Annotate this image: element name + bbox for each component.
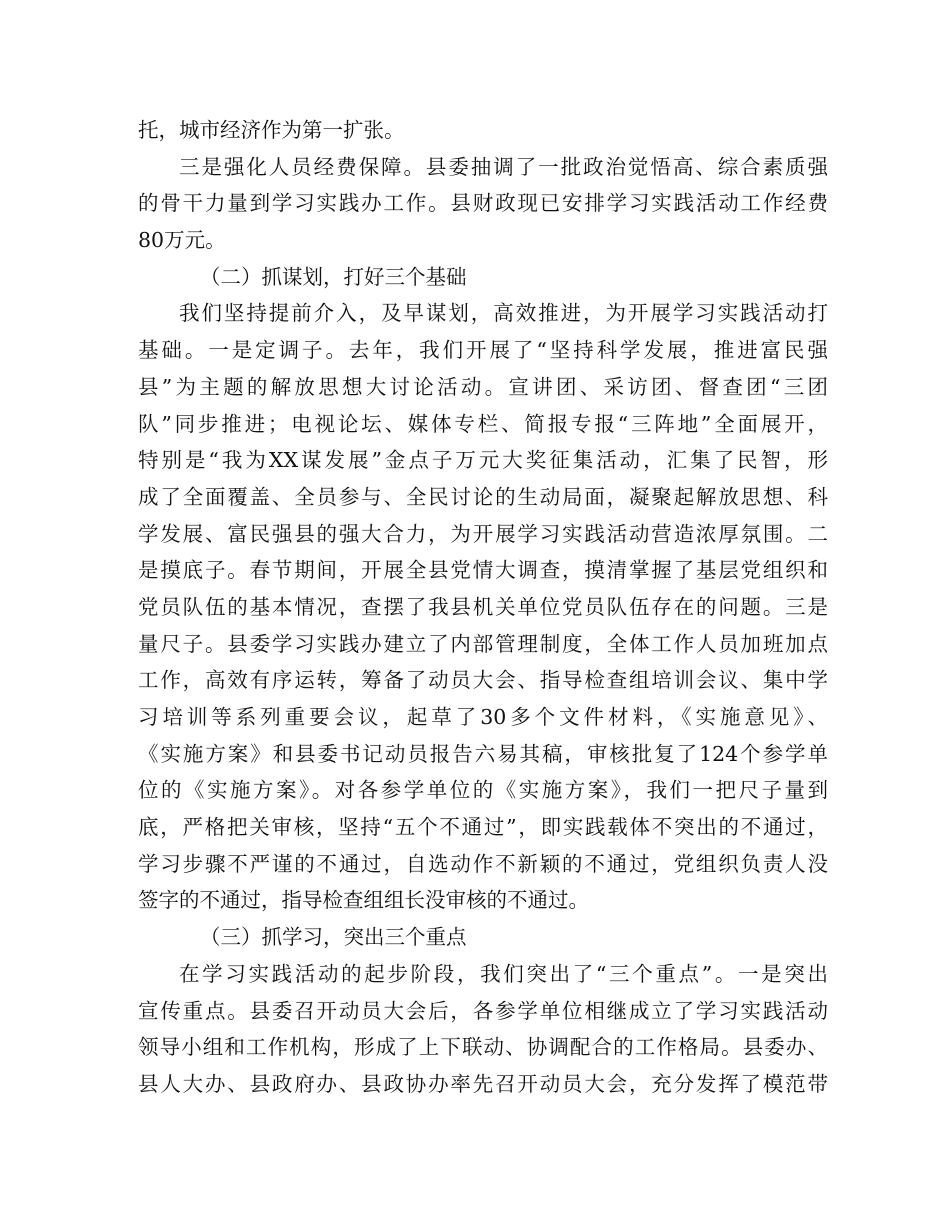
text-line-08: 县”为主题的解放思想大讨论活动。宣讲团、采访团、督查团“三团 <box>138 374 828 399</box>
text-line-15: 量尺子。县委学习实践办建立了内部管理制度，全体工作人员加班加点 <box>138 631 828 656</box>
text-line-19: 位的《实施方案》。对各参学单位的《实施方案》，我们一把尺子量到 <box>138 778 828 803</box>
text-line-07: 基础。一是定调子。去年，我们开展了“坚持科学发展，推进富民强 <box>138 338 828 363</box>
section-heading-3: （三）抓学习，突出三个重点 <box>200 925 467 950</box>
text-line-04: 80万元。 <box>138 228 226 253</box>
text-line-11: 成了全面覆盖、全员参与、全民讨论的生动局面，凝聚起解放思想、科 <box>138 484 828 509</box>
text-line-03: 的骨干力量到学习实践办工作。县财政现已安排学习实践活动工作经费 <box>138 191 828 216</box>
text-line-24: 在学习实践活动的起步阶段，我们突出了“三个重点”。一是突出 <box>179 961 828 986</box>
text-line-16: 工作，高效有序运转，筹备了动员大会、指导检查组培训会议、集中学 <box>138 668 828 693</box>
document-body <box>138 112 828 1103</box>
text-line-18: 《实施方案》和县委书记动员报告六易其稿，审核批复了124个参学单 <box>138 741 828 766</box>
text-line-25: 宣传重点。县委召开动员大会后，各参学单位相继成立了学习实践活动 <box>138 998 828 1023</box>
text-line-22: 签字的不通过，指导检查组组长没审核的不通过。 <box>138 888 589 913</box>
text-line-17: 习培训等系列重要会议，起草了30多个文件材料，《实施意见》、 <box>138 705 828 729</box>
text-line-26: 领导小组和工作机构，形成了上下联动、协调配合的工作格局。县委办、 <box>138 1035 828 1060</box>
text-line-21: 学习步骤不严谨的不通过，自选动作不新颖的不通过，党组织负责人没 <box>138 851 828 876</box>
text-line-20: 底，严格把关审核，坚持“五个不通过”，即实践载体不突出的不通过， <box>138 815 828 840</box>
text-line-09: 队”同步推进；电视论坛、媒体专栏、简报专报“三阵地”全面展开， <box>138 411 828 436</box>
text-line-06: 我们坚持提前介入，及早谋划，高效推进，为开展学习实践活动打 <box>179 301 828 326</box>
text-line-02: 三是强化人员经费保障。县委抽调了一批政治觉悟高、综合素质强 <box>179 154 828 179</box>
text-line-14: 党员队伍的基本情况，查摆了我县机关单位党员队伍存在的问题。三是 <box>138 594 828 619</box>
text-line-01: 托，城市经济作为第一扩张。 <box>138 118 405 142</box>
section-heading-2: （二）抓谋划，打好三个基础 <box>200 264 467 289</box>
text-line-12: 学发展、富民强县的强大合力，为开展学习实践活动营造浓厚氛围。二 <box>138 521 828 546</box>
text-line-13: 是摸底子。春节期间，开展全县党情大调查，摸清掌握了基层党组织和 <box>138 558 828 583</box>
text-line-27: 县人大办、县政府办、县政协办率先召开动员大会，充分发挥了模范带 <box>138 1071 828 1096</box>
text-line-10: 特别是“我为XX谋发展”金点子万元大奖征集活动，汇集了民智，形 <box>138 448 828 473</box>
